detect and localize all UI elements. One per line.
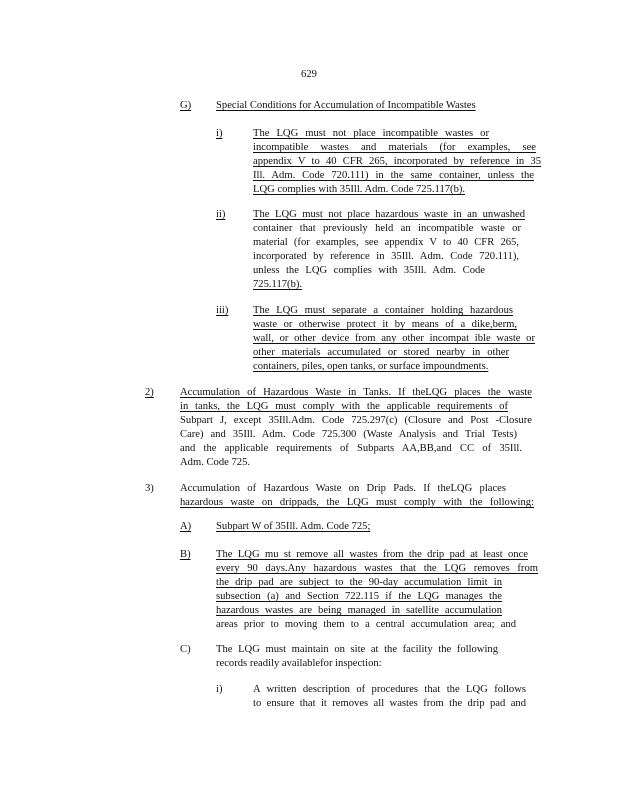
item-text-g-iii [253,304,535,374]
text-line: The LQG mu st remove all wastes from the drip pad at least once [216,549,528,560]
item-label-c-i: i) [216,684,223,695]
text-line: The LQG must not place incompatible wastes or [253,128,489,139]
text-line: Accumulation of Hazardous Waste in Tanks. If theLQG places the waste [180,387,532,398]
item-label-g-iii: iii) [216,305,229,316]
item-label-g-ii: ii) [216,209,226,220]
text-line: the drip pad are subject to the 90-day accumulation limit in [216,577,502,588]
text-line: unless the LQG complies with 35Ill. Adm. Code [253,265,485,276]
item-text-b [216,548,538,632]
text-line: Accumulation of Hazardous Waste on Drip Pads. If theLQG places [180,483,506,494]
text-line: every 90 days.Any hazardous wastes that the LQG removes from [216,563,538,574]
text-line: and the applicable requirements of Subparts AA,BB,and CC of 35Ill. [180,443,522,454]
text-line: The LQG must not place hazardous waste in an unwashed [253,209,525,220]
item-text-g-ii [253,208,525,292]
text-line: Subpart J, except 35Ill.Adm. Code 725.297(c) (Closure and Post -Closure [180,415,532,426]
item-label-2: 2) [145,387,154,398]
item-text-a [216,520,416,534]
text-line: Care) and 35Ill. Adm. Code 725.300 (Waste Analysis and Trial Tests) [180,429,517,440]
text-line: appendix V to 40 CFR 265, incorporated by reference in 35 [253,156,541,167]
text-line: Subpart W of 35Ill. Adm. Code 725; [216,521,371,532]
item-text-g [216,99,516,113]
text-line: The LQG must separate a container holding hazardous [253,305,513,316]
page-number: 629 [301,69,317,80]
text-line: Adm. Code 725. [180,457,251,468]
item-text-c [216,643,498,671]
text-line: Ill. Adm. Code 720.111) in the same container, unless the [253,170,534,181]
text-line: A written description of procedures that the LQG follows [253,684,526,695]
text-line: material (for examples, see appendix V to 40 CFR 265, [253,237,519,248]
text-line: 725.117(b). [253,279,303,290]
text-line: container that previously held an incompatible waste or [253,223,521,234]
item-label-b: B) [180,549,191,560]
item-text-g-i [253,127,541,197]
text-line: The LQG must maintain on site at the facility the following [216,644,498,655]
text-line: records readily availablefor inspection: [216,658,382,669]
text-line: LQG complies with 35Ill. Adm. Code 725.117(b). [253,184,466,195]
text-line: hazardous waste on drippads, the LQG must comply with the following: [180,497,534,508]
text-line: areas prior to moving them to a central accumulation area; and [216,619,516,630]
text-line: containers, piles, open tanks, or surface impoundments. [253,361,489,372]
text-line: wall, or other device from any other incompat ible waste or [253,333,535,344]
text-line: in tanks, the LQG must comply with the applicable requirements of [180,401,508,412]
text-line: subsection (a) and Section 722.115 if the LQG manages the [216,591,502,602]
item-label-a: A) [180,521,192,532]
text-line: incorporated by reference in 35Ill. Adm. Code 720.111), [253,251,519,262]
item-label-c: C) [180,644,191,655]
text-line: waste or otherwise protect it by means of a dike,berm, [253,319,517,330]
text-line: incompatible wastes and materials (for examples, see [253,142,536,153]
item-label-3: 3) [145,483,154,494]
item-text-2 [180,386,532,470]
text-line: hazardous wastes are being managed in satellite accumulation [216,605,502,616]
item-label-g: G) [180,100,192,111]
text-line: to ensure that it removes all wastes from the drip pad and [253,698,526,709]
text-line: Special Conditions for Accumulation of Incompatible Wastes [216,100,476,111]
item-text-c-i [253,683,526,711]
item-text-3 [180,482,534,510]
text-line: other materials accumulated or stored nearby in other [253,347,509,358]
item-label-g-i: i) [216,128,223,139]
